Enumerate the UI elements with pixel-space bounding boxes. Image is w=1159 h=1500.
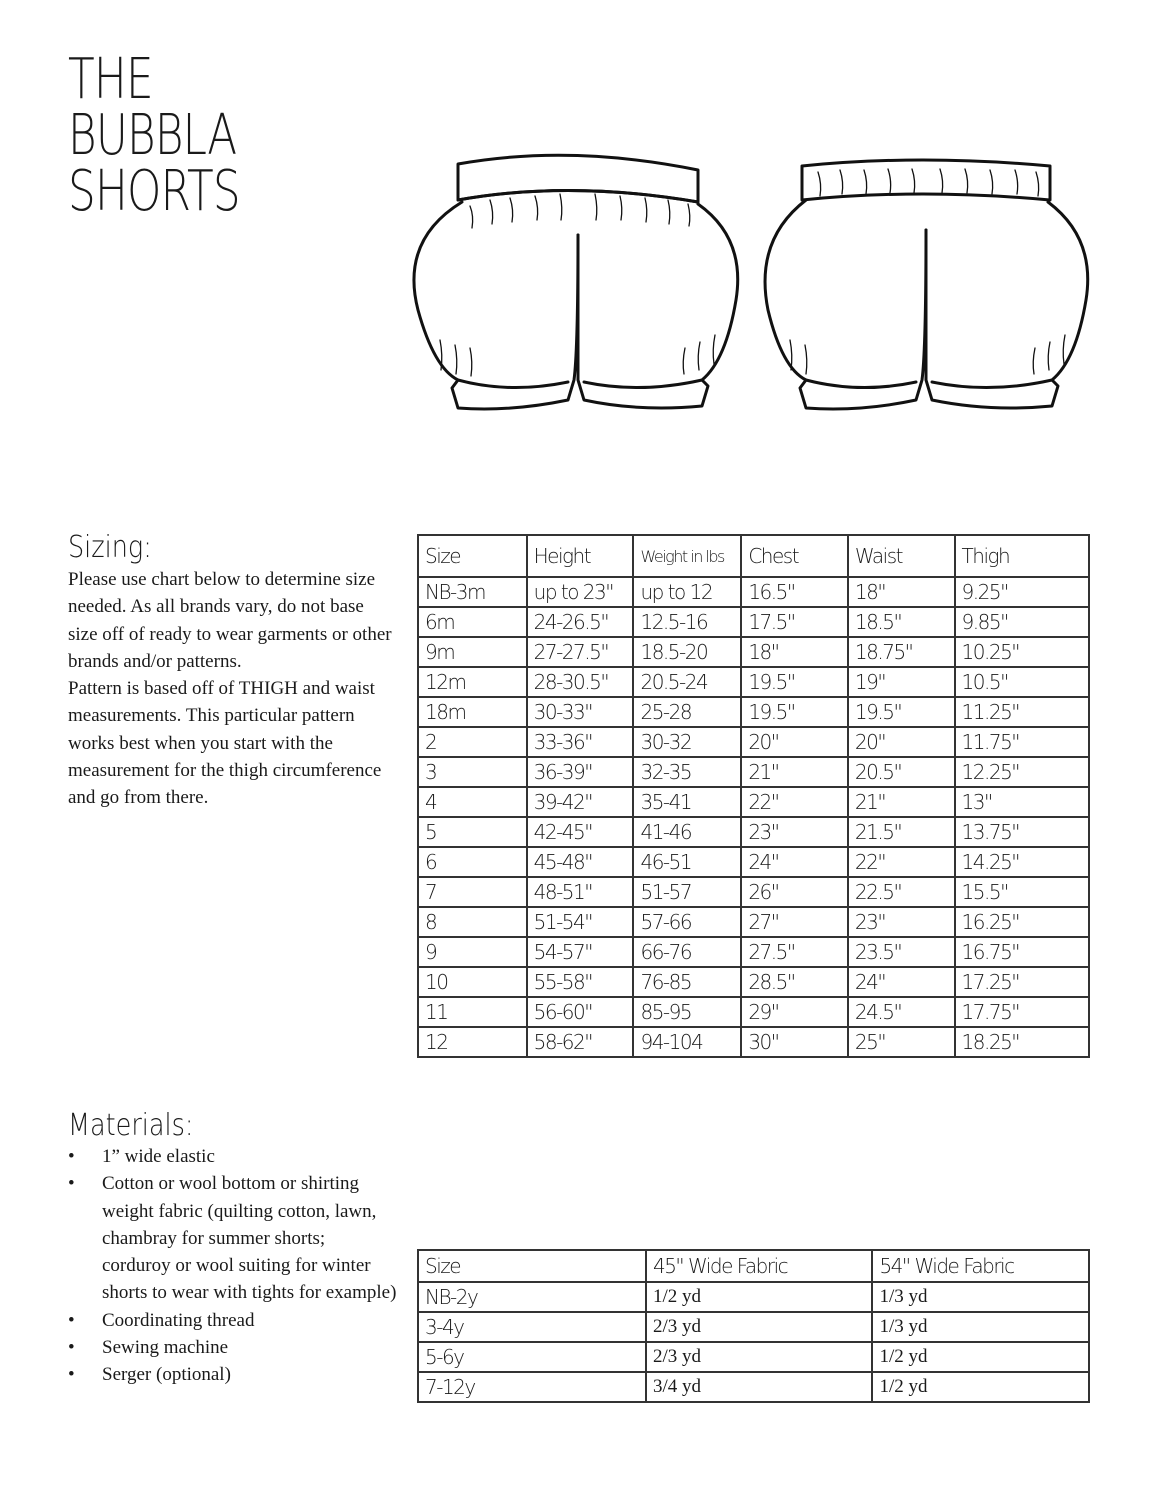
table-row <box>418 1027 1089 1057</box>
table-cell: 1/3 yd <box>872 1312 1089 1342</box>
sizing-text <box>68 566 398 812</box>
table-cell: 9.85" <box>955 607 1089 637</box>
table-row <box>418 637 1089 667</box>
size-chart-header-cell: Height <box>527 535 634 577</box>
material-item-text: 1” wide elastic <box>102 1146 215 1167</box>
table-cell: 18" <box>848 577 955 607</box>
table-cell: 39-42" <box>527 787 634 817</box>
table-row <box>418 847 1089 877</box>
back-view-shorts <box>765 160 1088 409</box>
table-cell: 1/2 yd <box>646 1282 872 1312</box>
table-cell: 55-58" <box>527 967 634 997</box>
table-row <box>418 757 1089 787</box>
material-item-text: Cotton or wool bottom or shirting weight fabric (quilting cotton, lawn, chambray for summer shorts; corduroy or wool suiting for winter shorts to wear with tights for example) <box>102 1173 397 1304</box>
title-line-2: BUBBLA <box>68 103 237 168</box>
table-cell: 46-51 <box>633 847 741 877</box>
front-view-shorts <box>414 155 738 409</box>
table-cell: 42-45" <box>527 817 634 847</box>
table-cell: 1/2 yd <box>872 1372 1089 1402</box>
table-cell: 30" <box>741 1027 848 1057</box>
size-chart-header-row <box>418 535 1089 577</box>
table-cell: 11.25" <box>955 697 1089 727</box>
table-row <box>418 817 1089 847</box>
bullet-icon: • <box>68 1309 75 1331</box>
table-cell: 2/3 yd <box>646 1312 872 1342</box>
table-row <box>418 967 1089 997</box>
table-cell: 8 <box>418 907 527 937</box>
table-cell: 2 <box>418 727 527 757</box>
table-cell: 10.5" <box>955 667 1089 697</box>
table-cell: 7-12y <box>418 1372 646 1402</box>
table-cell: 48-51" <box>527 877 634 907</box>
table-cell: 23" <box>848 907 955 937</box>
table-cell: up to 12 <box>633 577 741 607</box>
table-cell: 12 <box>418 1027 527 1057</box>
table-cell: 3-4y <box>418 1312 646 1342</box>
table-cell: 28.5" <box>741 967 848 997</box>
table-cell: 6 <box>418 847 527 877</box>
size-chart-header-cell: Weight in lbs <box>633 535 741 577</box>
table-cell: 12m <box>418 667 527 697</box>
table-cell: 13" <box>955 787 1089 817</box>
table-cell: 18.5" <box>848 607 955 637</box>
table-cell: 17.5" <box>741 607 848 637</box>
table-cell: 41-46 <box>633 817 741 847</box>
table-cell: 27" <box>741 907 848 937</box>
size-chart-header-cell: Size <box>418 535 527 577</box>
table-cell: 12.5-16 <box>633 607 741 637</box>
list-item <box>68 1143 398 1170</box>
table-cell: 21" <box>741 757 848 787</box>
table-cell: 11.75" <box>955 727 1089 757</box>
table-cell: 3 <box>418 757 527 787</box>
materials-heading: Materials: <box>68 1108 194 1143</box>
table-cell: 51-54" <box>527 907 634 937</box>
table-cell: 16.25" <box>955 907 1089 937</box>
table-cell: 1/2 yd <box>872 1342 1089 1372</box>
table-row <box>418 1342 1089 1372</box>
table-row <box>418 877 1089 907</box>
table-cell: 35-41 <box>633 787 741 817</box>
table-cell: 19" <box>848 667 955 697</box>
table-row <box>418 907 1089 937</box>
table-cell: 3/4 yd <box>646 1372 872 1402</box>
fabric-chart-header-cell: Size <box>418 1250 646 1282</box>
table-cell: 94-104 <box>633 1027 741 1057</box>
table-cell: 27.5" <box>741 937 848 967</box>
table-cell: 1/3 yd <box>872 1282 1089 1312</box>
table-row <box>418 787 1089 817</box>
table-cell: up to 23" <box>527 577 634 607</box>
table-cell: 66-76 <box>633 937 741 967</box>
table-row <box>418 937 1089 967</box>
shorts-illustration <box>410 150 1090 440</box>
table-cell: 51-57 <box>633 877 741 907</box>
table-cell: 36-39" <box>527 757 634 787</box>
table-cell: 24.5" <box>848 997 955 1027</box>
fabric-chart-header-cell: 45" Wide Fabric <box>646 1250 872 1282</box>
materials-list <box>68 1143 398 1389</box>
table-cell: 85-95 <box>633 997 741 1027</box>
table-cell: 27-27.5" <box>527 637 634 667</box>
table-row <box>418 1312 1089 1342</box>
table-cell: 18m <box>418 697 527 727</box>
table-cell: 19.5" <box>848 697 955 727</box>
table-cell: 45-48" <box>527 847 634 877</box>
size-chart-table <box>417 534 1090 1058</box>
table-cell: 25-28 <box>633 697 741 727</box>
bullet-icon: • <box>68 1173 75 1195</box>
table-cell: 18.75" <box>848 637 955 667</box>
table-cell: 18" <box>741 637 848 667</box>
table-cell: 5 <box>418 817 527 847</box>
table-cell: 56-60" <box>527 997 634 1027</box>
table-cell: 20.5-24 <box>633 667 741 697</box>
list-item <box>68 1170 398 1306</box>
table-cell: 6m <box>418 607 527 637</box>
table-cell: NB-3m <box>418 577 527 607</box>
table-row <box>418 1372 1089 1402</box>
table-cell: 21.5" <box>848 817 955 847</box>
size-chart-header-cell: Thigh <box>955 535 1089 577</box>
table-cell: 4 <box>418 787 527 817</box>
table-cell: 58-62" <box>527 1027 634 1057</box>
table-row <box>418 997 1089 1027</box>
table-cell: 10 <box>418 967 527 997</box>
fabric-requirements-table <box>417 1249 1090 1403</box>
table-row <box>418 667 1089 697</box>
table-cell: 24-26.5" <box>527 607 634 637</box>
table-cell: 25" <box>848 1027 955 1057</box>
table-row <box>418 607 1089 637</box>
table-cell: 76-85 <box>633 967 741 997</box>
size-chart-header-cell: Chest <box>741 535 848 577</box>
list-item <box>68 1334 398 1361</box>
fabric-chart-header-row <box>418 1250 1089 1282</box>
table-cell: 16.75" <box>955 937 1089 967</box>
table-row <box>418 727 1089 757</box>
table-cell: 30-32 <box>633 727 741 757</box>
table-cell: 54-57" <box>527 937 634 967</box>
table-cell: 10.25" <box>955 637 1089 667</box>
material-item-text: Coordinating thread <box>102 1309 255 1331</box>
table-cell: 2/3 yd <box>646 1342 872 1372</box>
table-cell: 18.5-20 <box>633 637 741 667</box>
table-cell: 30-33" <box>527 697 634 727</box>
table-cell: 20" <box>741 727 848 757</box>
list-item <box>68 1361 398 1388</box>
table-cell: 22" <box>741 787 848 817</box>
bullet-icon: • <box>68 1364 75 1386</box>
table-cell: 18.25" <box>955 1027 1089 1057</box>
table-row <box>418 697 1089 727</box>
table-cell: 9m <box>418 637 527 667</box>
material-item-text: Sewing machine <box>102 1337 229 1359</box>
table-cell: 16.5" <box>741 577 848 607</box>
table-cell: 11 <box>418 997 527 1027</box>
table-cell: 17.75" <box>955 997 1089 1027</box>
page-title <box>68 47 240 224</box>
table-cell: 23" <box>741 817 848 847</box>
fabric-chart-header-cell: 54" Wide Fabric <box>872 1250 1089 1282</box>
bullet-icon: • <box>68 1337 75 1359</box>
table-cell: 20" <box>848 727 955 757</box>
table-cell: 57-66 <box>633 907 741 937</box>
table-cell: 22.5" <box>848 877 955 907</box>
table-cell: 29" <box>741 997 848 1027</box>
material-item-text: Serger (optional) <box>102 1364 231 1386</box>
table-row <box>418 1282 1089 1312</box>
table-cell: 26" <box>741 877 848 907</box>
table-cell: 17.25" <box>955 967 1089 997</box>
table-cell: 19.5" <box>741 697 848 727</box>
size-chart-header-cell: Waist <box>848 535 955 577</box>
table-cell: 28-30.5" <box>527 667 634 697</box>
table-cell: NB-2y <box>418 1282 646 1312</box>
title-line-3: SHORTS <box>68 159 240 224</box>
table-cell: 24" <box>741 847 848 877</box>
table-cell: 20.5" <box>848 757 955 787</box>
table-cell: 9.25" <box>955 577 1089 607</box>
table-cell: 9 <box>418 937 527 967</box>
table-cell: 33-36" <box>527 727 634 757</box>
table-cell: 5-6y <box>418 1342 646 1372</box>
title-line-1: THE <box>68 47 153 112</box>
table-cell: 19.5" <box>741 667 848 697</box>
bullet-icon: • <box>68 1146 75 1167</box>
table-cell: 24" <box>848 967 955 997</box>
table-cell: 14.25" <box>955 847 1089 877</box>
table-cell: 7 <box>418 877 527 907</box>
table-cell: 32-35 <box>633 757 741 787</box>
table-cell: 13.75" <box>955 817 1089 847</box>
table-row <box>418 577 1089 607</box>
table-cell: 15.5" <box>955 877 1089 907</box>
table-cell: 12.25" <box>955 757 1089 787</box>
table-cell: 23.5" <box>848 937 955 967</box>
list-item <box>68 1307 398 1334</box>
table-cell: 21" <box>848 787 955 817</box>
table-cell: 22" <box>848 847 955 877</box>
sizing-paragraph-2: Pattern is based off of THIGH and waist measurements. This particular pattern works best when you start with the measurement for the thigh circumference and go from there. <box>68 678 382 809</box>
sizing-paragraph-1: Please use chart below to determine size needed. As all brands vary, do not base size off of ready to wear garments or other brands and/or patterns. <box>68 569 392 672</box>
sizing-heading: Sizing: <box>68 530 152 565</box>
